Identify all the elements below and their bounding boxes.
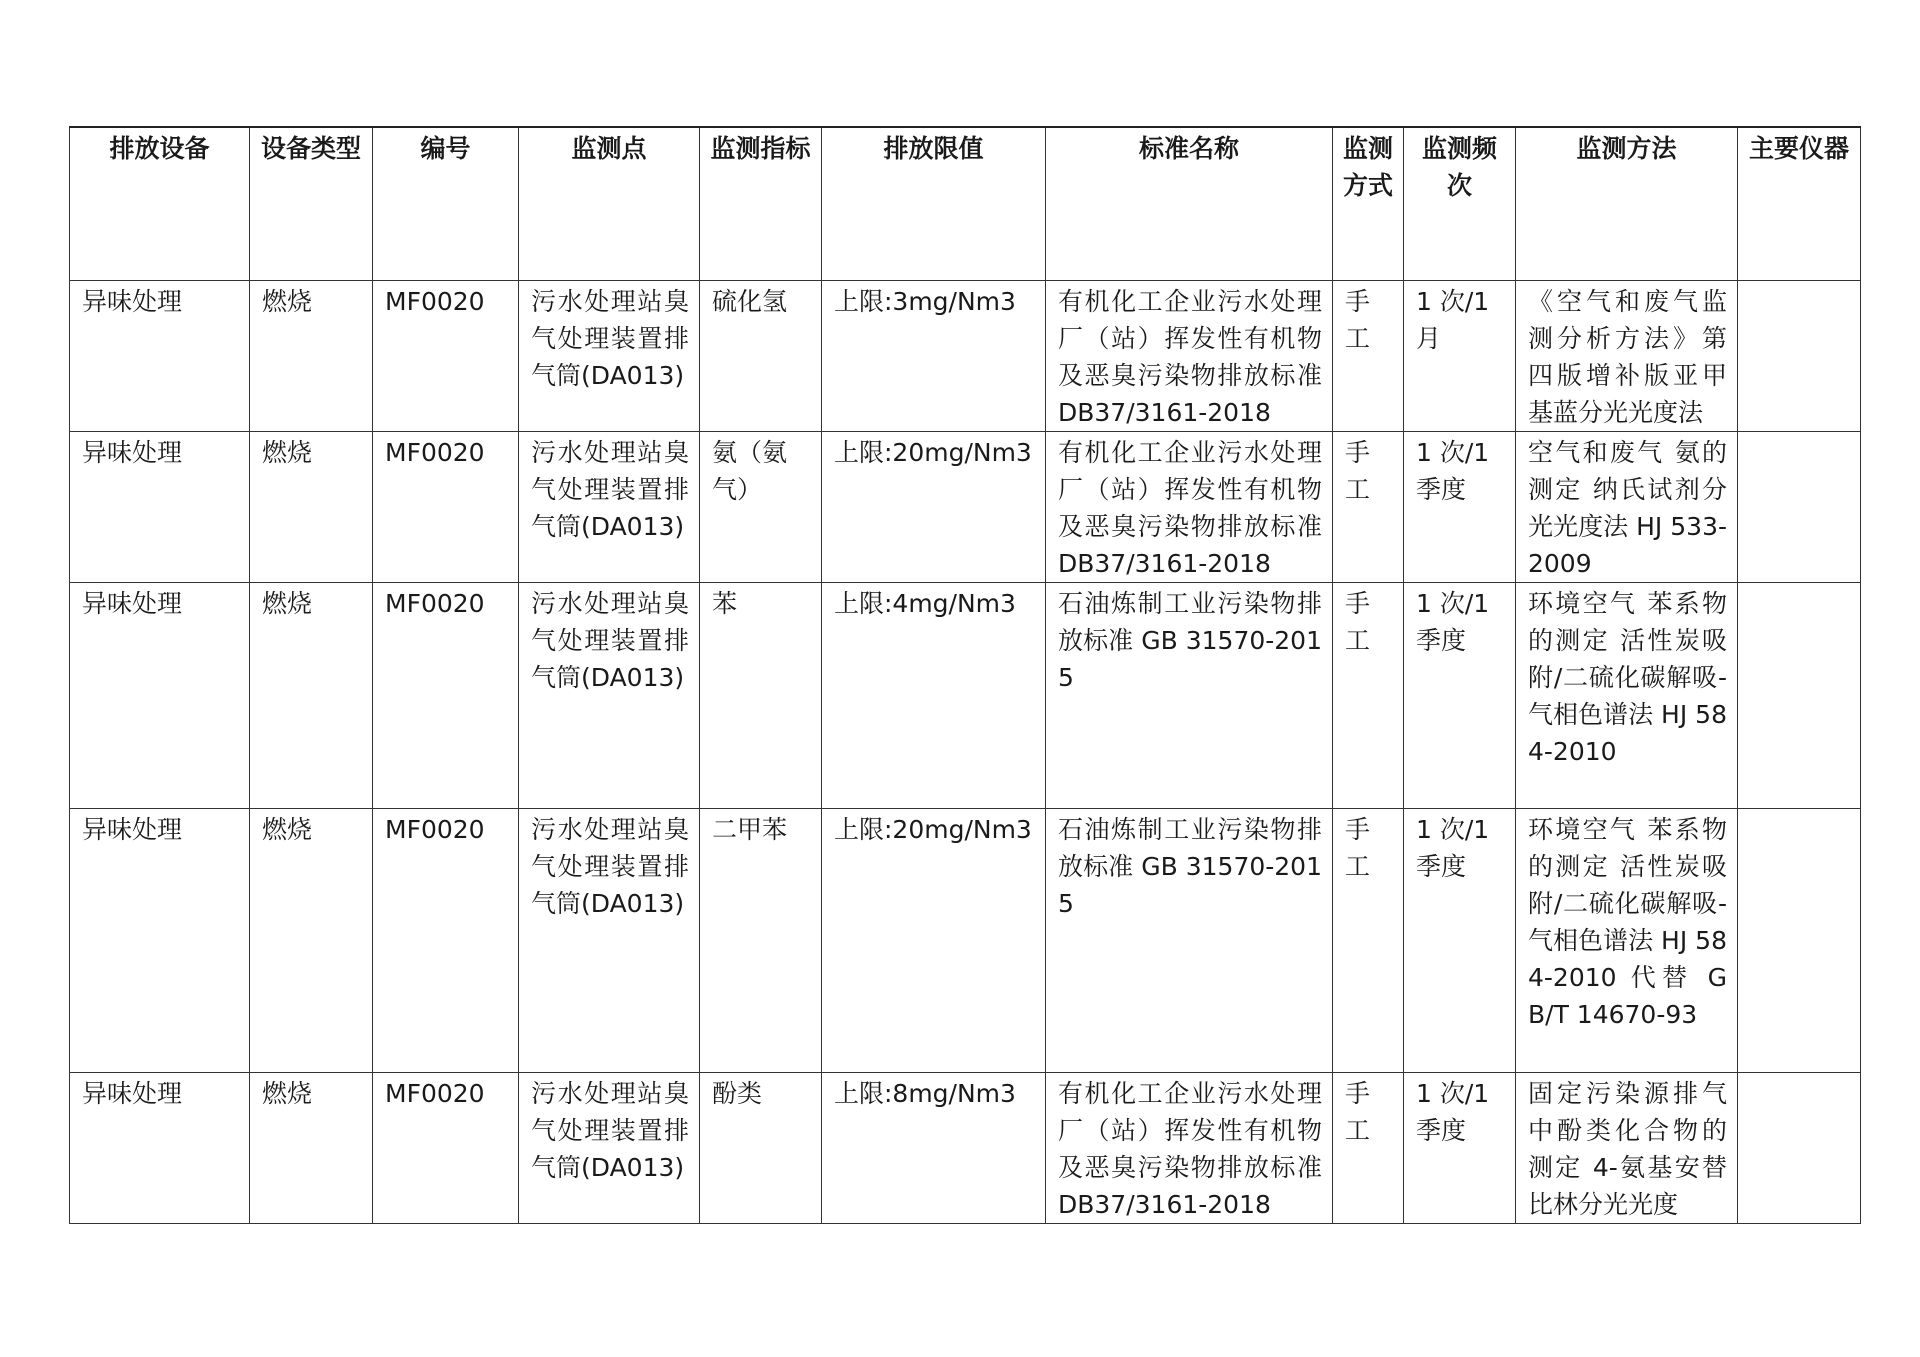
cell-monitoring-point: 污水处理站臭气处理装置排气筒(DA013) xyxy=(519,1072,700,1223)
header-frequency: 监测频次 xyxy=(1404,127,1516,280)
cell-device-type: 燃烧 xyxy=(250,431,373,582)
cell-method: 环境空气 苯系物的测定 活性炭吸附/二硫化碳解吸-气相色谱法 HJ 584-2010 xyxy=(1516,582,1738,808)
cell-code: MF0020 xyxy=(373,280,519,431)
cell-emission-limit: 上限:20mg/Nm3 xyxy=(822,431,1046,582)
cell-device-type: 燃烧 xyxy=(250,1072,373,1223)
cell-frequency: 1 次/1 季度 xyxy=(1404,1072,1516,1223)
cell-monitoring-mode: 手工 xyxy=(1333,1072,1404,1223)
cell-instrument xyxy=(1738,1072,1861,1223)
cell-monitoring-mode: 手工 xyxy=(1333,582,1404,808)
cell-emission-limit: 上限:4mg/Nm3 xyxy=(822,582,1046,808)
header-device-type: 设备类型 xyxy=(250,127,373,280)
cell-instrument xyxy=(1738,582,1861,808)
table-row xyxy=(70,431,1861,582)
cell-code: MF0020 xyxy=(373,1072,519,1223)
cell-device-type: 燃烧 xyxy=(250,808,373,1072)
cell-indicator: 硫化氢 xyxy=(700,280,822,431)
monitoring-table xyxy=(69,126,1861,1224)
header-standard-name: 标准名称 xyxy=(1046,127,1333,280)
cell-indicator: 苯 xyxy=(700,582,822,808)
cell-instrument xyxy=(1738,808,1861,1072)
cell-standard-name: 石油炼制工业污染物排放标准 GB 31570-2015 xyxy=(1046,582,1333,808)
cell-frequency: 1 次/1 月 xyxy=(1404,280,1516,431)
cell-indicator: 氨（氨气） xyxy=(700,431,822,582)
cell-device: 异味处理 xyxy=(70,431,250,582)
table-row xyxy=(70,1072,1861,1223)
cell-code: MF0020 xyxy=(373,582,519,808)
cell-standard-name: 有机化工企业污水处理厂（站）挥发性有机物及恶臭污染物排放标准 DB37/3161-2018 xyxy=(1046,431,1333,582)
table-row xyxy=(70,582,1861,808)
cell-frequency: 1 次/1 季度 xyxy=(1404,582,1516,808)
cell-code: MF0020 xyxy=(373,431,519,582)
table-header-row xyxy=(70,127,1861,280)
cell-emission-limit: 上限:20mg/Nm3 xyxy=(822,808,1046,1072)
cell-method: 固定污染源排气中酚类化合物的测定 4-氨基安替比林分光光度 xyxy=(1516,1072,1738,1223)
header-monitoring-mode: 监测方式 xyxy=(1333,127,1404,280)
cell-indicator: 酚类 xyxy=(700,1072,822,1223)
cell-emission-limit: 上限:3mg/Nm3 xyxy=(822,280,1046,431)
cell-standard-name: 石油炼制工业污染物排放标准 GB 31570-2015 xyxy=(1046,808,1333,1072)
table-row xyxy=(70,280,1861,431)
header-emission-limit: 排放限值 xyxy=(822,127,1046,280)
cell-device: 异味处理 xyxy=(70,582,250,808)
cell-code: MF0020 xyxy=(373,808,519,1072)
header-device: 排放设备 xyxy=(70,127,250,280)
cell-indicator: 二甲苯 xyxy=(700,808,822,1072)
cell-instrument xyxy=(1738,431,1861,582)
cell-method: 环境空气 苯系物的测定 活性炭吸附/二硫化碳解吸-气相色谱法 HJ 584-2010 代替 GB/T 14670-93 xyxy=(1516,808,1738,1072)
cell-device: 异味处理 xyxy=(70,280,250,431)
cell-device: 异味处理 xyxy=(70,1072,250,1223)
header-indicator: 监测指标 xyxy=(700,127,822,280)
cell-monitoring-point: 污水处理站臭气处理装置排气筒(DA013) xyxy=(519,431,700,582)
cell-monitoring-mode: 手工 xyxy=(1333,431,1404,582)
cell-standard-name: 有机化工企业污水处理厂（站）挥发性有机物及恶臭污染物排放标准 DB37/3161-2018 xyxy=(1046,280,1333,431)
cell-standard-name: 有机化工企业污水处理厂（站）挥发性有机物及恶臭污染物排放标准 DB37/3161-2018 xyxy=(1046,1072,1333,1223)
cell-emission-limit: 上限:8mg/Nm3 xyxy=(822,1072,1046,1223)
cell-monitoring-point: 污水处理站臭气处理装置排气筒(DA013) xyxy=(519,808,700,1072)
header-code: 编号 xyxy=(373,127,519,280)
cell-device-type: 燃烧 xyxy=(250,280,373,431)
cell-method: 空气和废气 氨的测定 纳氏试剂分光光度法 HJ 533-2009 xyxy=(1516,431,1738,582)
cell-monitoring-point: 污水处理站臭气处理装置排气筒(DA013) xyxy=(519,280,700,431)
cell-instrument xyxy=(1738,280,1861,431)
cell-device-type: 燃烧 xyxy=(250,582,373,808)
cell-monitoring-point: 污水处理站臭气处理装置排气筒(DA013) xyxy=(519,582,700,808)
cell-device: 异味处理 xyxy=(70,808,250,1072)
header-monitoring-point: 监测点 xyxy=(519,127,700,280)
cell-method: 《空气和废气监测分析方法》第四版增补版亚甲基蓝分光光度法 xyxy=(1516,280,1738,431)
cell-monitoring-mode: 手工 xyxy=(1333,280,1404,431)
cell-frequency: 1 次/1 季度 xyxy=(1404,431,1516,582)
table-row xyxy=(70,808,1861,1072)
header-instrument: 主要仪器 xyxy=(1738,127,1861,280)
header-method: 监测方法 xyxy=(1516,127,1738,280)
cell-monitoring-mode: 手工 xyxy=(1333,808,1404,1072)
cell-frequency: 1 次/1 季度 xyxy=(1404,808,1516,1072)
